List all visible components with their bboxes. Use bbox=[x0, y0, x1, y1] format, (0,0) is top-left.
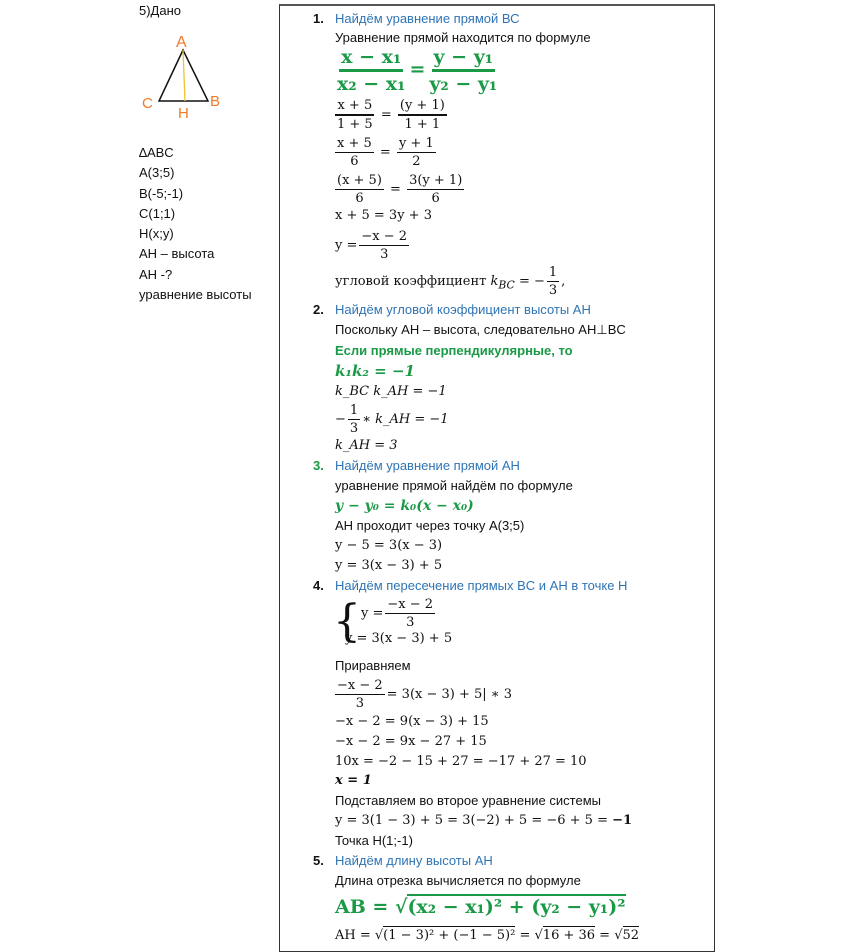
step4-heading: Найдём пересечение прямых BC и AH в точке H bbox=[335, 578, 628, 593]
math-line: $\frac{(x + 5)}{6}$ = $\frac{3(y + 1)}{6}$ bbox=[337, 173, 463, 206]
step1-text: Уравнение прямой находится по формуле bbox=[335, 30, 591, 45]
math-line: $\frac{x + 5}{6}$ = $\frac{y + 1}{2}$ bbox=[337, 136, 434, 169]
math-line: $\frac{-x - 2}{3}$ = 3(x − 3) + 5| ∗ 3 bbox=[337, 678, 513, 711]
equation-system: { y = $\frac{-x - 2}{3}$ y = 3(x − 3) + 5 bbox=[333, 596, 453, 647]
task-title: 5)Дано bbox=[139, 3, 182, 18]
step5-text: Длина отрезка вычисляется по формуле bbox=[335, 873, 581, 888]
given-item: B(-5;-1) bbox=[139, 185, 184, 201]
step-number: 4. bbox=[313, 578, 324, 593]
step2-text: Поскольку AH – высота, следовательно AH⊥BC bbox=[335, 322, 626, 337]
label-h: H bbox=[178, 105, 189, 122]
math-line: x = 1 bbox=[335, 773, 372, 788]
math-line: −x − 2 = 9(x − 3) + 15 bbox=[335, 714, 489, 729]
equate-text: Приравняем bbox=[335, 658, 411, 673]
perpendicular-formula: k₁k₂ = −1 bbox=[335, 362, 415, 380]
math-line: − $\frac{1}{3}$ ∗ k_AH = −1 bbox=[335, 403, 449, 436]
math-line: y − 5 = 3(x − 3) bbox=[335, 538, 443, 553]
math-line: k_BC k_AH = −1 bbox=[335, 384, 447, 399]
given-list bbox=[139, 143, 252, 305]
label-b: B bbox=[210, 93, 221, 110]
math-line: x + 5 = 3y + 3 bbox=[335, 208, 432, 223]
altitude-length-calc: AH = √(1 − 3)² + (−1 − 5)² = √16 + 36 = √52 bbox=[335, 928, 640, 943]
math-line: −x − 2 = 9x − 27 + 15 bbox=[335, 734, 487, 749]
line-formula-two-points: $\frac{\text{x − x₁}}{\text{x₂ − x₁}}$ = $\frac{\text{y − y₁}}{\text{y₂ − y₁}}$ bbox=[337, 46, 498, 95]
step-number: 2. bbox=[313, 302, 324, 317]
perpendicular-rule: Если прямые перпендикулярные, то bbox=[335, 343, 573, 358]
label-c: C bbox=[142, 95, 153, 112]
step2-heading: Найдём угловой коэффициент высоты AH bbox=[335, 302, 591, 317]
math-line: y = $\frac{-x - 2}{3}$ bbox=[335, 229, 408, 262]
slope-bc-line: угловой коэффициент $k_{BC}$ = − $\frac{1}{3}$ , bbox=[335, 265, 566, 298]
given-item: A(3;5) bbox=[139, 165, 175, 181]
brace-icon: { bbox=[333, 596, 361, 647]
given-item: C(1;1) bbox=[139, 205, 176, 221]
step3-heading: Найдём уравнение прямой AH bbox=[335, 458, 520, 473]
distance-formula: AB = √(x₂ − x₁)² + (y₂ − y₁)² bbox=[335, 896, 626, 918]
point-h-text: Точка H(1;-1) bbox=[335, 833, 413, 848]
given-item: ∆ABC bbox=[139, 145, 174, 160]
given-item: AH – высота bbox=[139, 246, 215, 262]
step5-heading: Найдём длину высоты AH bbox=[335, 853, 493, 868]
math-line: y = 3(x − 3) + 5 bbox=[335, 558, 443, 573]
step1-heading: Найдём уравнение прямой ВС bbox=[335, 11, 520, 26]
math-line: $\frac{x + 5}{1 + 5}$ = $\frac{(y + 1)}{1 + 1}$ bbox=[337, 98, 445, 132]
given-item: AH -? bbox=[139, 266, 173, 282]
step3-point: AH проходит через точку A(3;5) bbox=[335, 518, 525, 533]
triangle-figure bbox=[140, 30, 230, 122]
given-item: уравнение высоты bbox=[139, 287, 252, 303]
step3-text: уравнение прямой найдём по формуле bbox=[335, 478, 573, 493]
math-line: 10x = −2 − 15 + 27 = −17 + 27 = 10 bbox=[335, 754, 587, 769]
point-slope-formula: y − y₀ = k₀(x − x₀) bbox=[335, 498, 474, 514]
given-item: H(x;y) bbox=[139, 226, 174, 242]
altitude-ah bbox=[183, 50, 185, 101]
math-line: y = 3(1 − 3) + 5 = 3(−2) + 5 = −6 + 5 = −1 bbox=[335, 813, 633, 828]
step-number: 5. bbox=[313, 853, 324, 868]
step-number: 1. bbox=[313, 11, 324, 26]
math-line: k_AH = 3 bbox=[335, 438, 398, 453]
step-number: 3. bbox=[313, 458, 324, 473]
substitute-text: Подставляем во второе уравнение системы bbox=[335, 793, 601, 808]
label-a: A bbox=[176, 34, 187, 51]
